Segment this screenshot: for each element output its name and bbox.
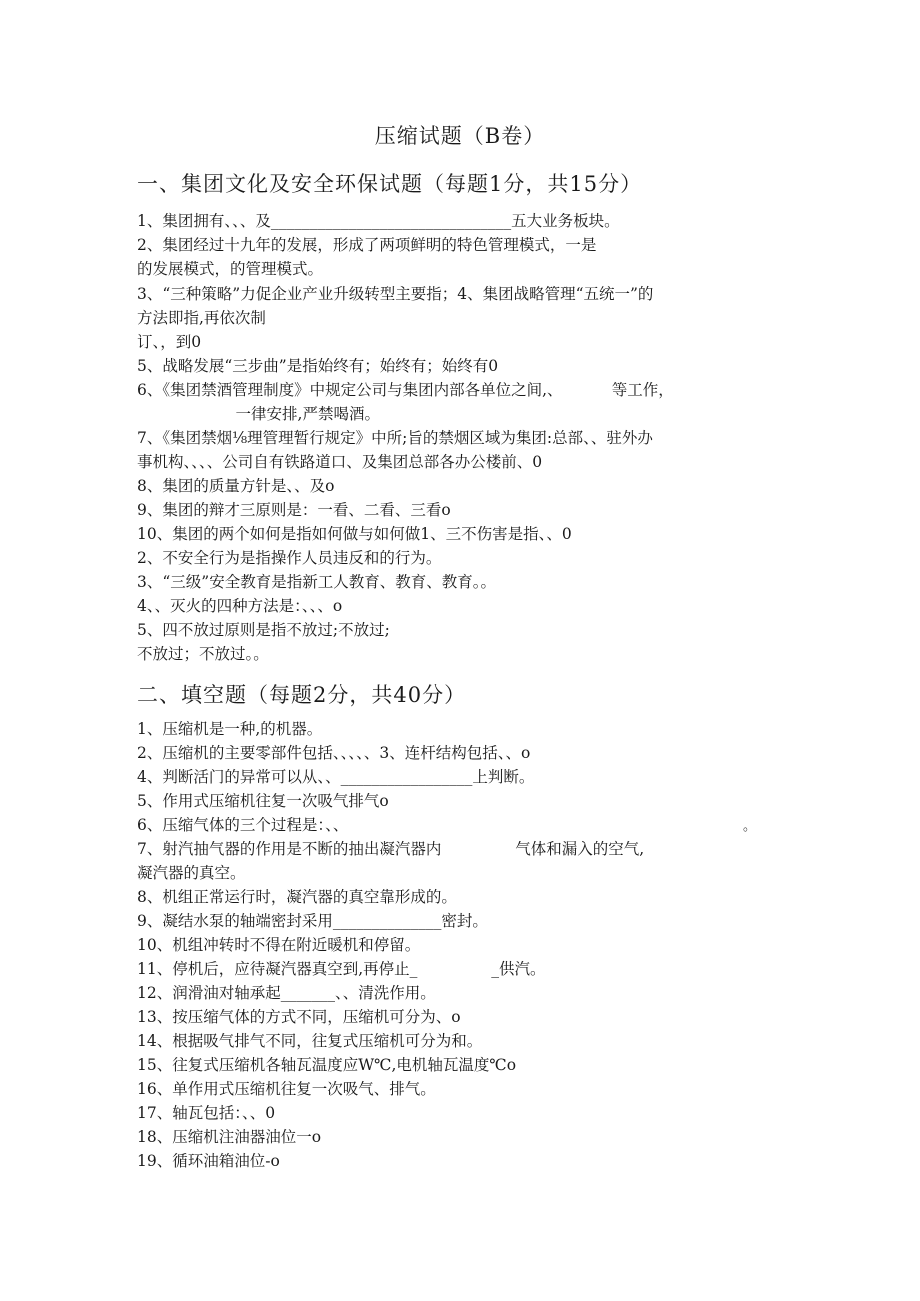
question-line: 8、机组正常运行时，凝汽器的真空靠形成的。 (137, 888, 457, 906)
question-line: 凝汽器的真空。 (137, 864, 246, 882)
question-line: 方法即指,再依次制 (137, 309, 266, 327)
question-line: 7、射汽抽气器的作用是不断的抽出凝汽器内 气体和漏入的空气, (137, 840, 645, 858)
question-line: 的发展模式，的管理模式。 (137, 260, 324, 278)
question-line: 5、四不放过原则是指不放过;不放过; (137, 621, 390, 639)
question-line: 10、集团的两个如何是指如何做与如何做1、三不伤害是指、、0 (137, 525, 572, 543)
page-title: 压缩试题（B卷） (374, 124, 546, 148)
question-line: 7、《集团禁烟⅛理管理暂行规定》中所;旨的禁烟区域为集团:总部、、驻外办 (137, 429, 653, 447)
question-line: 18、压缩机注油器油位一o (137, 1128, 322, 1146)
question-line: 10、机组冲转时不得在附近暖机和停留。 (137, 936, 421, 954)
question-line: 9、凝结水泵的轴端密封采用______________密封。 (137, 912, 488, 930)
question-line: 14、根据吸气排气不同，往复式压缩机可分为和。 (137, 1032, 483, 1050)
question-line: 1、压缩机是一种,的机器。 (137, 720, 323, 738)
question-line: 13、按压缩气体的方式不同，压缩机可分为、o (137, 1008, 461, 1026)
question-line: 16、单作用式压缩机往复一次吸气、排气。 (137, 1080, 436, 1098)
question-line: 5、战略发展“三步曲”是指始终有；始终有；始终有0 (137, 357, 499, 375)
question-line: 17、轴瓦包括：、、0 (137, 1104, 276, 1122)
question-line: 不放过；不放过。。 (137, 645, 269, 663)
question-line: 2、压缩机的主要零部件包括、、、、、3、连杆结构包括、、o (137, 744, 531, 762)
question-line: 6、压缩气体的三个过程是：、、 (137, 816, 349, 834)
question-line: 4、判断活门的异常可以从、、_________________上判断。 (137, 768, 535, 786)
question-line: 一律安排,严禁喝酒。 (137, 405, 380, 423)
question-line: 19、循环油箱油位-o (137, 1152, 280, 1170)
question-line: 2、集团经过十九年的发展，形成了两项鲜明的特色管理模式，一是 (137, 236, 597, 254)
question-line: 3、“三级”安全教育是指新工人教育、教育、教育。。 (137, 573, 496, 591)
question-line: 11、停机后，应待凝汽器真空到,再停止_ _供汽。 (137, 960, 546, 978)
question-line: 5、作用式压缩机往复一次吸气排气o (137, 792, 389, 810)
question-line: 6、《集团禁酒管理制度》中规定公司与集团内部各单位之间,、 等工作， (137, 381, 674, 399)
section-2-heading: 二、填空题（每题2分，共40分） (137, 683, 467, 707)
trailing-period-mark: 。 (743, 819, 757, 834)
question-line: 15、往复式压缩机各轴瓦温度应W℃,电机轴瓦温度℃o (137, 1056, 517, 1074)
question-line: 2、不安全行为是指操作人员违反和的行为。 (137, 549, 442, 567)
question-line: 8、集团的质量方针是、、及o (137, 477, 335, 495)
question-line: 9、集团的辩才三原则是：一看、二看、三看o (137, 501, 451, 519)
question-line: 4、、灭火的四种方法是：、、、o (137, 597, 343, 615)
question-line: 12、润滑油对轴承起_______、、清洗作用。 (137, 984, 436, 1002)
question-line: 订、，到0 (137, 333, 202, 351)
question-line: 3、“三种策略”力促企业产业升级转型主要指；4、集团战略管理“五统一”的 (137, 285, 654, 303)
question-line: 事机构、、、、公司自有铁路道口、及集团总部各办公楼前、0 (137, 453, 543, 471)
section-1-heading: 一、集团文化及安全环保试题（每题1分，共15分） (137, 172, 643, 196)
question-line: 1、集团拥有、、、及_______________________________五大业务板块。 (137, 212, 620, 230)
